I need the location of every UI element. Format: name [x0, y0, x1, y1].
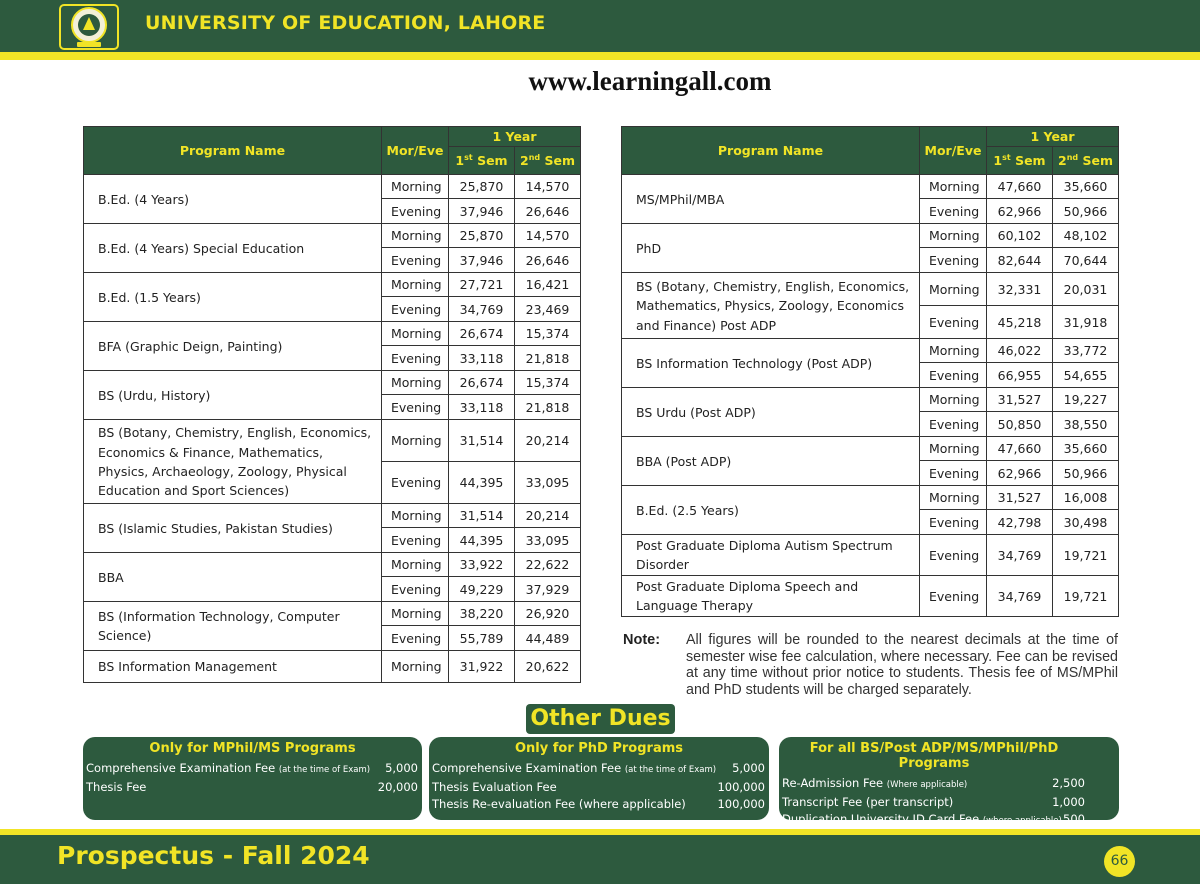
fee-sem1-cell: 50,850: [987, 412, 1053, 437]
program-name-cell: BS Information Technology (Post ADP): [622, 339, 920, 388]
shift-cell: Evening: [382, 626, 449, 651]
fee-sem1-cell: 33,922: [449, 553, 515, 577]
dues-item-label: Re-Admission Fee (Where applicable): [782, 776, 968, 790]
fee-sem2-cell: 50,966: [1053, 199, 1119, 224]
shift-cell: Morning: [920, 486, 987, 510]
program-name-cell: BS (Islamic Studies, Pakistan Studies): [84, 504, 382, 553]
dues-box-title: Only for MPhil/MS Programs: [149, 741, 356, 756]
header-stripe: [0, 52, 1200, 60]
table-row: [84, 371, 581, 395]
shift-cell: Evening: [382, 462, 449, 504]
fee-sem2-cell: 26,646: [515, 248, 581, 273]
shift-cell: Evening: [382, 297, 449, 322]
table-row: [84, 602, 581, 626]
header-sem2: 2nd Sem: [1053, 147, 1119, 175]
fee-sem1-cell: 60,102: [987, 224, 1053, 248]
shift-cell: Morning: [920, 273, 987, 306]
fee-sem1-cell: 26,674: [449, 322, 515, 346]
shift-cell: Evening: [920, 199, 987, 224]
shift-cell: Evening: [920, 412, 987, 437]
fee-sem1-cell: 62,966: [987, 199, 1053, 224]
table-row: [84, 420, 581, 462]
university-title: UNIVERSITY OF EDUCATION, LAHORE: [145, 12, 546, 34]
fee-sem2-cell: 14,570: [515, 175, 581, 199]
fee-sem1-cell: 47,660: [987, 437, 1053, 461]
university-logo-icon: [58, 3, 120, 51]
dues-item-amount: 2,500: [1052, 776, 1085, 790]
table-row: [84, 224, 581, 248]
fee-sem2-cell: 33,095: [515, 528, 581, 553]
table-row: [622, 576, 1119, 617]
table-row: [84, 175, 581, 199]
fee-sem1-cell: 66,955: [987, 363, 1053, 388]
dues-item: [779, 811, 1089, 830]
shift-cell: Morning: [382, 420, 449, 462]
dues-item: [779, 775, 1089, 794]
fee-sem2-cell: 26,920: [515, 602, 581, 626]
program-name-cell: BS (Urdu, History): [84, 371, 382, 420]
shift-cell: Evening: [920, 535, 987, 576]
fee-sem2-cell: 20,031: [1053, 273, 1119, 306]
fee-sem2-cell: 22,622: [515, 553, 581, 577]
header-shift: Mor/Eve: [920, 127, 987, 175]
shift-cell: Evening: [920, 363, 987, 388]
program-name-cell: BS Urdu (Post ADP): [622, 388, 920, 437]
fee-sem1-cell: 31,527: [987, 486, 1053, 510]
fee-sem1-cell: 44,395: [449, 528, 515, 553]
program-name-cell: BBA: [84, 553, 382, 602]
fee-sem1-cell: 31,922: [449, 651, 515, 683]
fee-sem2-cell: 26,646: [515, 199, 581, 224]
dues-item-label: Comprehensive Examination Fee (at the time of Exam): [432, 761, 717, 775]
fee-sem2-cell: 23,469: [515, 297, 581, 322]
fee-sem2-cell: 15,374: [515, 371, 581, 395]
fee-sem1-cell: 34,769: [987, 535, 1053, 576]
shift-cell: Morning: [920, 224, 987, 248]
table-row: [84, 651, 581, 683]
shift-cell: Evening: [382, 199, 449, 224]
fee-sem2-cell: 14,570: [515, 224, 581, 248]
table-row: [622, 224, 1119, 248]
fee-sem2-cell: 19,227: [1053, 388, 1119, 412]
shift-cell: Morning: [920, 388, 987, 412]
shift-cell: Morning: [382, 322, 449, 346]
dues-item-label: Transcript Fee (per transcript): [782, 795, 954, 809]
fee-sem2-cell: 35,660: [1053, 175, 1119, 199]
dues-item-label: Duplication University ID Card Fee (where applicable): [782, 812, 1062, 826]
dues-item-amount: 5,000: [732, 761, 765, 775]
header-program-name: Program Name: [622, 127, 920, 175]
fee-sem2-cell: 30,498: [1053, 510, 1119, 535]
shift-cell: Evening: [920, 510, 987, 535]
header-year: 1 Year: [449, 127, 581, 147]
shift-cell: Morning: [382, 651, 449, 683]
dues-item: [429, 760, 769, 779]
shift-cell: Morning: [920, 339, 987, 363]
header-sem1: 1st Sem: [987, 147, 1053, 175]
fee-sem2-cell: 48,102: [1053, 224, 1119, 248]
shift-cell: Morning: [382, 224, 449, 248]
fee-sem2-cell: 70,644: [1053, 248, 1119, 273]
dues-item-amount: 100,000: [717, 780, 765, 794]
table-row: [622, 388, 1119, 412]
fee-sem1-cell: 82,644: [987, 248, 1053, 273]
dues-item-amount: 100,000: [717, 797, 765, 811]
fee-sem1-cell: 46,022: [987, 339, 1053, 363]
fee-sem1-cell: 25,870: [449, 175, 515, 199]
header-sem2: 2nd Sem: [515, 147, 581, 175]
header-sem1: 1st Sem: [449, 147, 515, 175]
fee-sem1-cell: 62,966: [987, 461, 1053, 486]
table-row: [84, 322, 581, 346]
shift-cell: Evening: [382, 577, 449, 602]
program-name-cell: B.Ed. (4 Years): [84, 175, 382, 224]
fee-sem2-cell: 37,929: [515, 577, 581, 602]
shift-cell: Evening: [920, 576, 987, 617]
program-name-cell: PhD: [622, 224, 920, 273]
fee-sem1-cell: 38,220: [449, 602, 515, 626]
fee-sem1-cell: 49,229: [449, 577, 515, 602]
fee-sem2-cell: 16,008: [1053, 486, 1119, 510]
dues-item: [779, 794, 1089, 811]
fee-sem2-cell: 33,772: [1053, 339, 1119, 363]
fee-sem1-cell: 44,395: [449, 462, 515, 504]
fee-sem1-cell: 47,660: [987, 175, 1053, 199]
fee-sem2-cell: 33,095: [515, 462, 581, 504]
dues-item-label: Comprehensive Examination Fee (at the time of Exam): [86, 761, 371, 775]
note-label: Note:: [623, 632, 661, 648]
fee-sem1-cell: 34,769: [449, 297, 515, 322]
dues-box-title: For all BS/Post ADP/MS/MPhil/PhD Programs: [809, 741, 1059, 771]
program-name-cell: B.Ed. (1.5 Years): [84, 273, 382, 322]
website-url: www.learningall.com: [528, 66, 772, 96]
fee-table-right: [621, 126, 1119, 617]
fee-sem1-cell: 42,798: [987, 510, 1053, 535]
dues-box-phd: [429, 737, 769, 820]
table-row: [84, 273, 581, 297]
fee-sem1-cell: 55,789: [449, 626, 515, 651]
shift-cell: Morning: [382, 553, 449, 577]
header-program-name: Program Name: [84, 127, 382, 175]
table-row: [622, 175, 1119, 199]
fee-sem1-cell: 37,946: [449, 248, 515, 273]
note-text: All figures will be rounded to the nearest decimals at the time of semester wise fee calculation, where necessary. Fee can be revised at any time without prior notice to students. Thesis fee of MS/MPhil and PhD students will be charged separately.: [686, 632, 1118, 698]
shift-cell: Morning: [382, 504, 449, 528]
program-name-cell: BBA (Post ADP): [622, 437, 920, 486]
dues-item-label: Thesis Re-evaluation Fee (where applicable): [432, 797, 686, 811]
dues-item: [429, 779, 769, 796]
fee-sem2-cell: 31,918: [1053, 306, 1119, 339]
fee-sem1-cell: 34,769: [987, 576, 1053, 617]
program-name-cell: Post Graduate Diploma Autism Spectrum Disorder: [622, 535, 920, 576]
fee-sem2-cell: 20,214: [515, 504, 581, 528]
program-name-cell: BS (Information Technology, Computer Science): [84, 602, 382, 651]
shift-cell: Evening: [382, 248, 449, 273]
shift-cell: Morning: [920, 437, 987, 461]
fee-sem2-cell: 38,550: [1053, 412, 1119, 437]
shift-cell: Evening: [382, 528, 449, 553]
table-row: [622, 486, 1119, 510]
shift-cell: Evening: [382, 346, 449, 371]
fee-sem2-cell: 15,374: [515, 322, 581, 346]
fee-sem2-cell: 19,721: [1053, 535, 1119, 576]
shift-cell: Morning: [382, 273, 449, 297]
fee-sem1-cell: 26,674: [449, 371, 515, 395]
other-dues-title: Other Dues: [526, 704, 675, 734]
fee-sem1-cell: 25,870: [449, 224, 515, 248]
fee-sem2-cell: 16,421: [515, 273, 581, 297]
program-name-cell: B.Ed. (2.5 Years): [622, 486, 920, 535]
program-name-cell: Post Graduate Diploma Speech and Language Therapy: [622, 576, 920, 617]
table-row: [622, 273, 1119, 306]
fee-sem1-cell: 32,331: [987, 273, 1053, 306]
dues-item-amount: 5,000: [385, 761, 418, 775]
table-row: [84, 553, 581, 577]
dues-box-title: Only for PhD Programs: [514, 741, 684, 756]
fee-sem2-cell: 50,966: [1053, 461, 1119, 486]
shift-cell: Evening: [920, 248, 987, 273]
fee-sem1-cell: 33,118: [449, 395, 515, 420]
fee-sem2-cell: 44,489: [515, 626, 581, 651]
shift-cell: Morning: [382, 175, 449, 199]
dues-box-mphil: [83, 737, 422, 820]
fee-sem2-cell: 20,622: [515, 651, 581, 683]
fee-sem1-cell: 27,721: [449, 273, 515, 297]
dues-item: [429, 796, 769, 813]
shift-cell: Morning: [920, 175, 987, 199]
fee-sem1-cell: 31,514: [449, 420, 515, 462]
dues-item-amount: 500: [1063, 812, 1085, 826]
table-row: [622, 535, 1119, 576]
program-name-cell: BS Information Management: [84, 651, 382, 683]
dues-item-amount: 20,000: [377, 780, 418, 794]
table-row: [84, 504, 581, 528]
fee-sem1-cell: 45,218: [987, 306, 1053, 339]
shift-cell: Morning: [382, 371, 449, 395]
page-number: 66: [1104, 846, 1135, 877]
program-name-cell: BFA (Graphic Deign, Painting): [84, 322, 382, 371]
fee-sem2-cell: 21,818: [515, 395, 581, 420]
fee-sem2-cell: 21,818: [515, 346, 581, 371]
shift-cell: Evening: [920, 306, 987, 339]
shift-cell: Evening: [382, 395, 449, 420]
fee-table-left: [83, 126, 581, 683]
fee-sem1-cell: 37,946: [449, 199, 515, 224]
fee-sem2-cell: 19,721: [1053, 576, 1119, 617]
shift-cell: Evening: [920, 461, 987, 486]
footer-title: Prospectus - Fall 2024: [57, 841, 370, 870]
dues-item-amount: 1,000: [1052, 795, 1085, 809]
header-shift: Mor/Eve: [382, 127, 449, 175]
fee-sem2-cell: 35,660: [1053, 437, 1119, 461]
fee-sem1-cell: 31,527: [987, 388, 1053, 412]
table-row: [622, 437, 1119, 461]
dues-item: [83, 779, 422, 796]
program-name-cell: BS (Botany, Chemistry, English, Economics, Economics & Finance, Mathematics, Physics, Archaeology, Zoology, Physical Education and Sport Sciences): [84, 420, 382, 504]
fee-sem1-cell: 31,514: [449, 504, 515, 528]
header-year: 1 Year: [987, 127, 1119, 147]
shift-cell: Morning: [382, 602, 449, 626]
fee-sem1-cell: 33,118: [449, 346, 515, 371]
dues-item: [83, 760, 422, 779]
fee-sem2-cell: 54,655: [1053, 363, 1119, 388]
dues-item-label: Thesis Evaluation Fee: [432, 780, 557, 794]
dues-box-all-programs: [779, 737, 1119, 826]
table-row: [622, 339, 1119, 363]
program-name-cell: B.Ed. (4 Years) Special Education: [84, 224, 382, 273]
fee-sem2-cell: 20,214: [515, 420, 581, 462]
dues-item-label: Thesis Fee: [86, 780, 147, 794]
program-name-cell: MS/MPhil/MBA: [622, 175, 920, 224]
program-name-cell: BS (Botany, Chemistry, English, Economics, Mathematics, Physics, Zoology, Economics and Finance) Post ADP: [622, 273, 920, 339]
